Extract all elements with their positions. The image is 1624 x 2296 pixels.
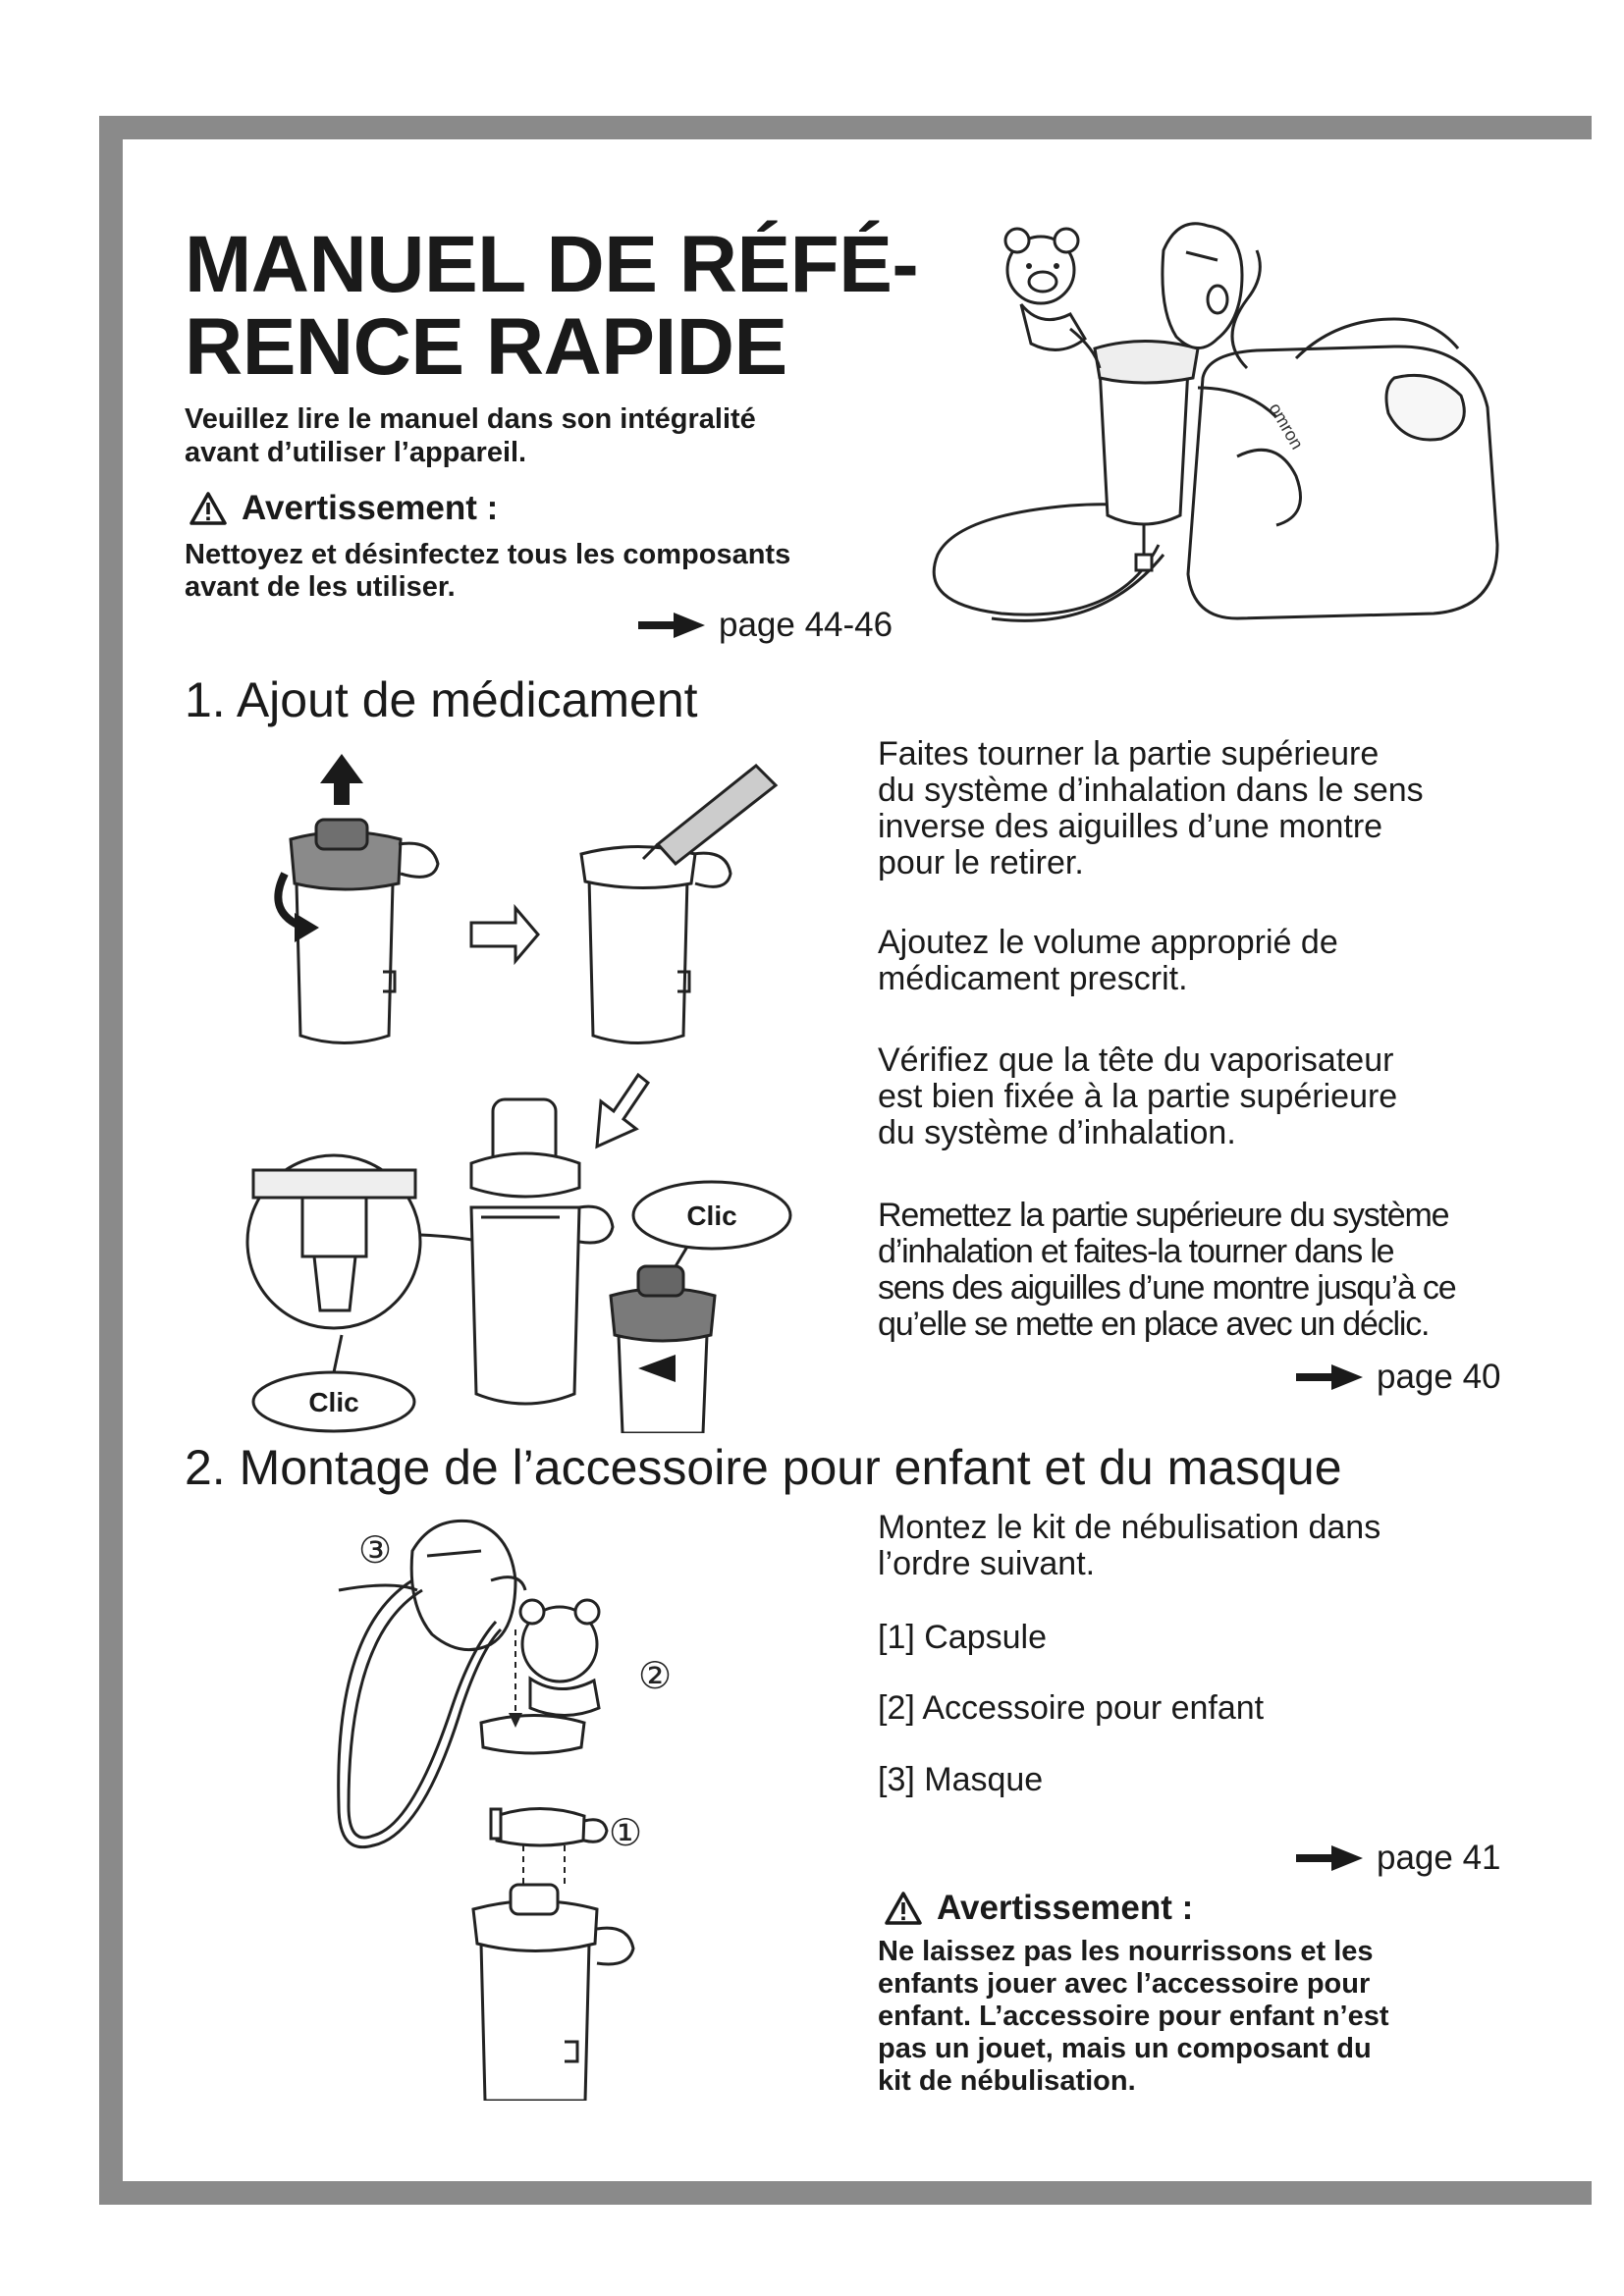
section-1-step-1: [878, 736, 1565, 881]
warning-triangle-icon: [884, 1891, 923, 1926]
section-2-intro-line: l’ordre suivant.: [878, 1545, 1096, 1582]
assembly-item-child-accessory: [2] Accessoire pour enfant: [878, 1689, 1265, 1727]
warning-line-2: avant de les utiliser.: [185, 571, 456, 603]
medication-steps-illustration: [226, 746, 815, 1433]
step-4-line: qu’elle se mette en place avec un déclic.: [878, 1306, 1430, 1343]
title-line-2: RENCE RAPIDE: [185, 302, 787, 392]
step-4-line: Remettez la partie supérieure du système: [878, 1197, 1449, 1234]
section-1-step-4: [878, 1198, 1565, 1343]
marker-child-accessory: ②: [638, 1656, 673, 1697]
section-1-title: 1. Ajout de médicament: [185, 672, 698, 727]
section-2-warning-line: kit de nébulisation.: [878, 2065, 1136, 2097]
section-1-step-3: [878, 1042, 1565, 1151]
section-2-warning-heading: [884, 1889, 1193, 1928]
arrow-right-icon: [1296, 1845, 1363, 1871]
assembly-item-capsule: [1] Capsule: [878, 1619, 1047, 1656]
assembly-item-mask: [3] Masque: [878, 1761, 1044, 1798]
step-3-line: Vérifiez que la tête du vaporisateur: [878, 1041, 1394, 1079]
step-4-line: d’inhalation et faites-la tourner dans le: [878, 1233, 1394, 1270]
section-2-warning-line: enfant. L’accessoire pour enfant n’est: [878, 2001, 1389, 2032]
title-line-1: MANUEL DE RÉFÉ-: [185, 220, 919, 309]
step-1-line: inverse des aiguilles d’une montre: [878, 808, 1383, 845]
frame-left-bar: [99, 116, 123, 2205]
nebulizer-device-illustration: [923, 221, 1512, 638]
section-2-warning-line: pas un jouet, mais un composant du: [878, 2033, 1372, 2064]
step-3-line: du système d’inhalation.: [878, 1114, 1236, 1151]
page-title: [185, 220, 931, 392]
step-2-line: médicament prescrit.: [878, 960, 1188, 997]
warning-title: Avertissement :: [242, 489, 499, 527]
warning-text: [185, 539, 931, 604]
warning-heading: [189, 489, 498, 528]
intro-line-2: avant d’utiliser l’appareil.: [185, 437, 527, 468]
section-2-title: 2. Montage de l’accessoire pour enfant et du masque: [185, 1440, 1342, 1495]
section-1-page-reference-text: page 40: [1377, 1358, 1501, 1396]
intro-text: [185, 402, 892, 469]
section-2-warning-text: [878, 1936, 1565, 2098]
frame-top-bar: [99, 116, 1592, 139]
intro-line-1: Veuillez lire le manuel dans son intégralité: [185, 403, 756, 435]
section-2-intro: [878, 1510, 1565, 1582]
arrow-right-icon: [638, 613, 705, 638]
section-2-page-reference-text: page 41: [1377, 1839, 1501, 1877]
arrow-right-icon: [1296, 1364, 1363, 1390]
section-2-warning-title: Avertissement :: [937, 1889, 1194, 1927]
step-1-line: Faites tourner la partie supérieure: [878, 735, 1380, 773]
step-1-line: pour le retirer.: [878, 844, 1084, 881]
section-1-step-2: [878, 925, 1565, 997]
assembly-illustration: [314, 1512, 707, 2101]
warning-line-1: Nettoyez et désinfectez tous les composants: [185, 539, 791, 570]
step-4-line: sens des aiguilles d’une montre jusqu’à ce: [878, 1269, 1456, 1307]
marker-capsule: ①: [609, 1813, 643, 1854]
step-1-line: du système d’inhalation dans le sens: [878, 772, 1424, 809]
clic-label: Clic: [686, 1201, 737, 1231]
device-brand-label: omron: [1265, 400, 1308, 454]
warning-triangle-icon: [189, 491, 228, 526]
clic-label: Clic: [308, 1387, 359, 1417]
section-1-page-reference: [1296, 1358, 1501, 1397]
page-reference: [638, 606, 893, 645]
marker-mask: ③: [358, 1530, 393, 1572]
section-2-warning-line: Ne laissez pas les nourrissons et les: [878, 1936, 1374, 1967]
step-2-line: Ajoutez le volume approprié de: [878, 924, 1338, 961]
frame-bottom-bar: [99, 2181, 1592, 2205]
section-2-warning-line: enfants jouer avec l’accessoire pour: [878, 1968, 1371, 2000]
page-reference-text: page 44-46: [719, 606, 893, 644]
section-2-page-reference: [1296, 1839, 1501, 1878]
section-2-intro-line: Montez le kit de nébulisation dans: [878, 1509, 1381, 1546]
step-3-line: est bien fixée à la partie supérieure: [878, 1078, 1398, 1115]
